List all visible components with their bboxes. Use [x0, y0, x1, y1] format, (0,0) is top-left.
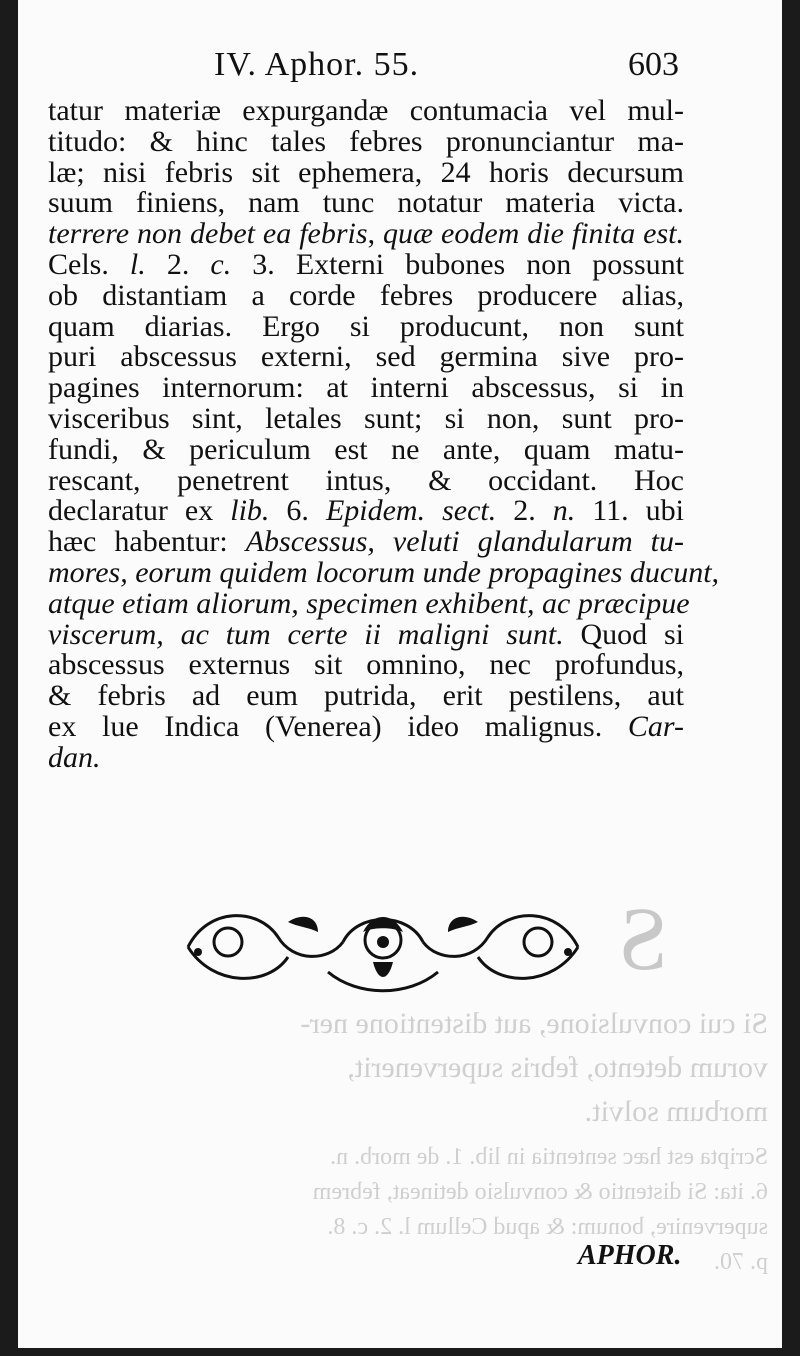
roman-text: 11. ubi [575, 494, 685, 528]
roman-text: 2. [496, 494, 553, 528]
italic-text: lib. [230, 494, 270, 528]
roman-text: pagines internorum: at interni abscessus, si in [48, 371, 684, 405]
roman-text: 3. Externi bubones non possunt [231, 247, 684, 281]
bleed-through-drop-cap: S [618, 890, 669, 989]
italic-text: n. [552, 494, 576, 528]
text-line [48, 740, 684, 774]
roman-text: visceribus sint, letales sunt; si non, sunt pro- [48, 401, 684, 435]
text-line [48, 309, 684, 343]
roman-text: hæc habentur: [48, 525, 246, 559]
bleed-through-line: supervenire, bonum: & apud Cellum l. 2. c. 8. [327, 1214, 768, 1240]
italic-text: dan. [48, 740, 101, 774]
roman-text: læ; nisi febris sit ephemera, 24 horis decursum [48, 155, 684, 189]
italic-text: l. [129, 247, 146, 281]
bleed-through-line: Si cui convulsione, aut distentione ner- [300, 1007, 768, 1040]
text-line [48, 496, 684, 527]
bleed-through-line: morbum solvit. [584, 1095, 768, 1128]
text-line [48, 463, 684, 497]
roman-text: Quod si [563, 617, 684, 651]
italic-text: quæ eodem die finita est. [383, 217, 685, 251]
roman-text: declaratur ex [48, 494, 231, 528]
text-line [48, 155, 684, 189]
text-line [48, 650, 684, 681]
text-line [48, 432, 684, 466]
bleed-through-line: p. 70. [714, 1249, 768, 1275]
italic-text: Epidem. sect. [325, 494, 497, 528]
italic-text: Abscessus, veluti glandularum tu- [245, 525, 684, 559]
running-header [18, 40, 782, 90]
roman-text: rescant, penetrent intus, & occidant. Hoc [48, 463, 684, 497]
text-line [48, 555, 720, 589]
bleed-through-line: Scripta est hæc sententia in lib. 1. de morb. n. [330, 1144, 768, 1170]
roman-text: , [367, 217, 384, 251]
text-line [48, 709, 684, 743]
text-line [48, 96, 684, 127]
text-line [48, 219, 684, 250]
text-line [48, 278, 684, 312]
book-page [18, 0, 782, 1348]
italic-text: mores, eorum quidem locorum unde propagines ducunt, [48, 555, 720, 589]
roman-text: abscessus externus sit omnino, nec profundus, [48, 648, 684, 682]
text-line [48, 681, 684, 712]
text-line [48, 617, 684, 651]
text-line [48, 373, 684, 404]
roman-text: puri abscessus externi, sed germina sive pro- [48, 340, 684, 374]
text-line [48, 586, 690, 620]
text-line [48, 247, 684, 281]
page-number: 603 [628, 46, 679, 83]
italic-text: atque etiam aliorum, specimen exhibent, ac præcipue [48, 586, 690, 620]
bleed-through-text-1 [48, 1002, 768, 1134]
italic-text: terrere non debet ea febris [48, 217, 368, 251]
text-line [48, 527, 684, 558]
bleed-through-line: vorum detento, febris supervenerit, [347, 1051, 768, 1084]
roman-text: ex lue Indica (Venerea) ideo malignus. [48, 709, 628, 743]
roman-text: 6. [269, 494, 326, 528]
text-line [48, 124, 684, 158]
italic-text: viscerum, ac tum certe ii maligni sunt. [48, 617, 564, 651]
roman-text: quam diarias. Ergo si producunt, non sunt [48, 309, 684, 343]
text-line [48, 188, 684, 219]
roman-text: 2. [145, 247, 211, 281]
roman-text: Cels. [48, 247, 130, 281]
roman-text: suum finiens, nam tunc notatur materia victa. [48, 186, 684, 220]
italic-text: c. [210, 247, 232, 281]
roman-text: ob distantiam a corde febres producere alias, [48, 278, 684, 312]
catchword: APHOR. [578, 1240, 682, 1271]
body-text [48, 94, 720, 774]
running-title: IV. Aphor. 55. [214, 46, 420, 83]
decorative-ornament [168, 892, 598, 1002]
bleed-through-line: 6. ita: Si distentio & convulsio detineat, febrem [312, 1179, 768, 1205]
italic-text: Car- [627, 709, 684, 743]
text-line [48, 342, 684, 373]
roman-text: fundi, & periculum est ne ante, quam matu- [48, 432, 684, 466]
roman-text: & febris ad eum putrida, erit pestilens, aut [48, 679, 684, 713]
roman-text: titudo: & hinc tales febres pronunciantur ma- [48, 124, 684, 158]
roman-text: tatur materiæ expurgandæ contumacia vel mul- [48, 94, 684, 127]
text-line [48, 401, 684, 435]
